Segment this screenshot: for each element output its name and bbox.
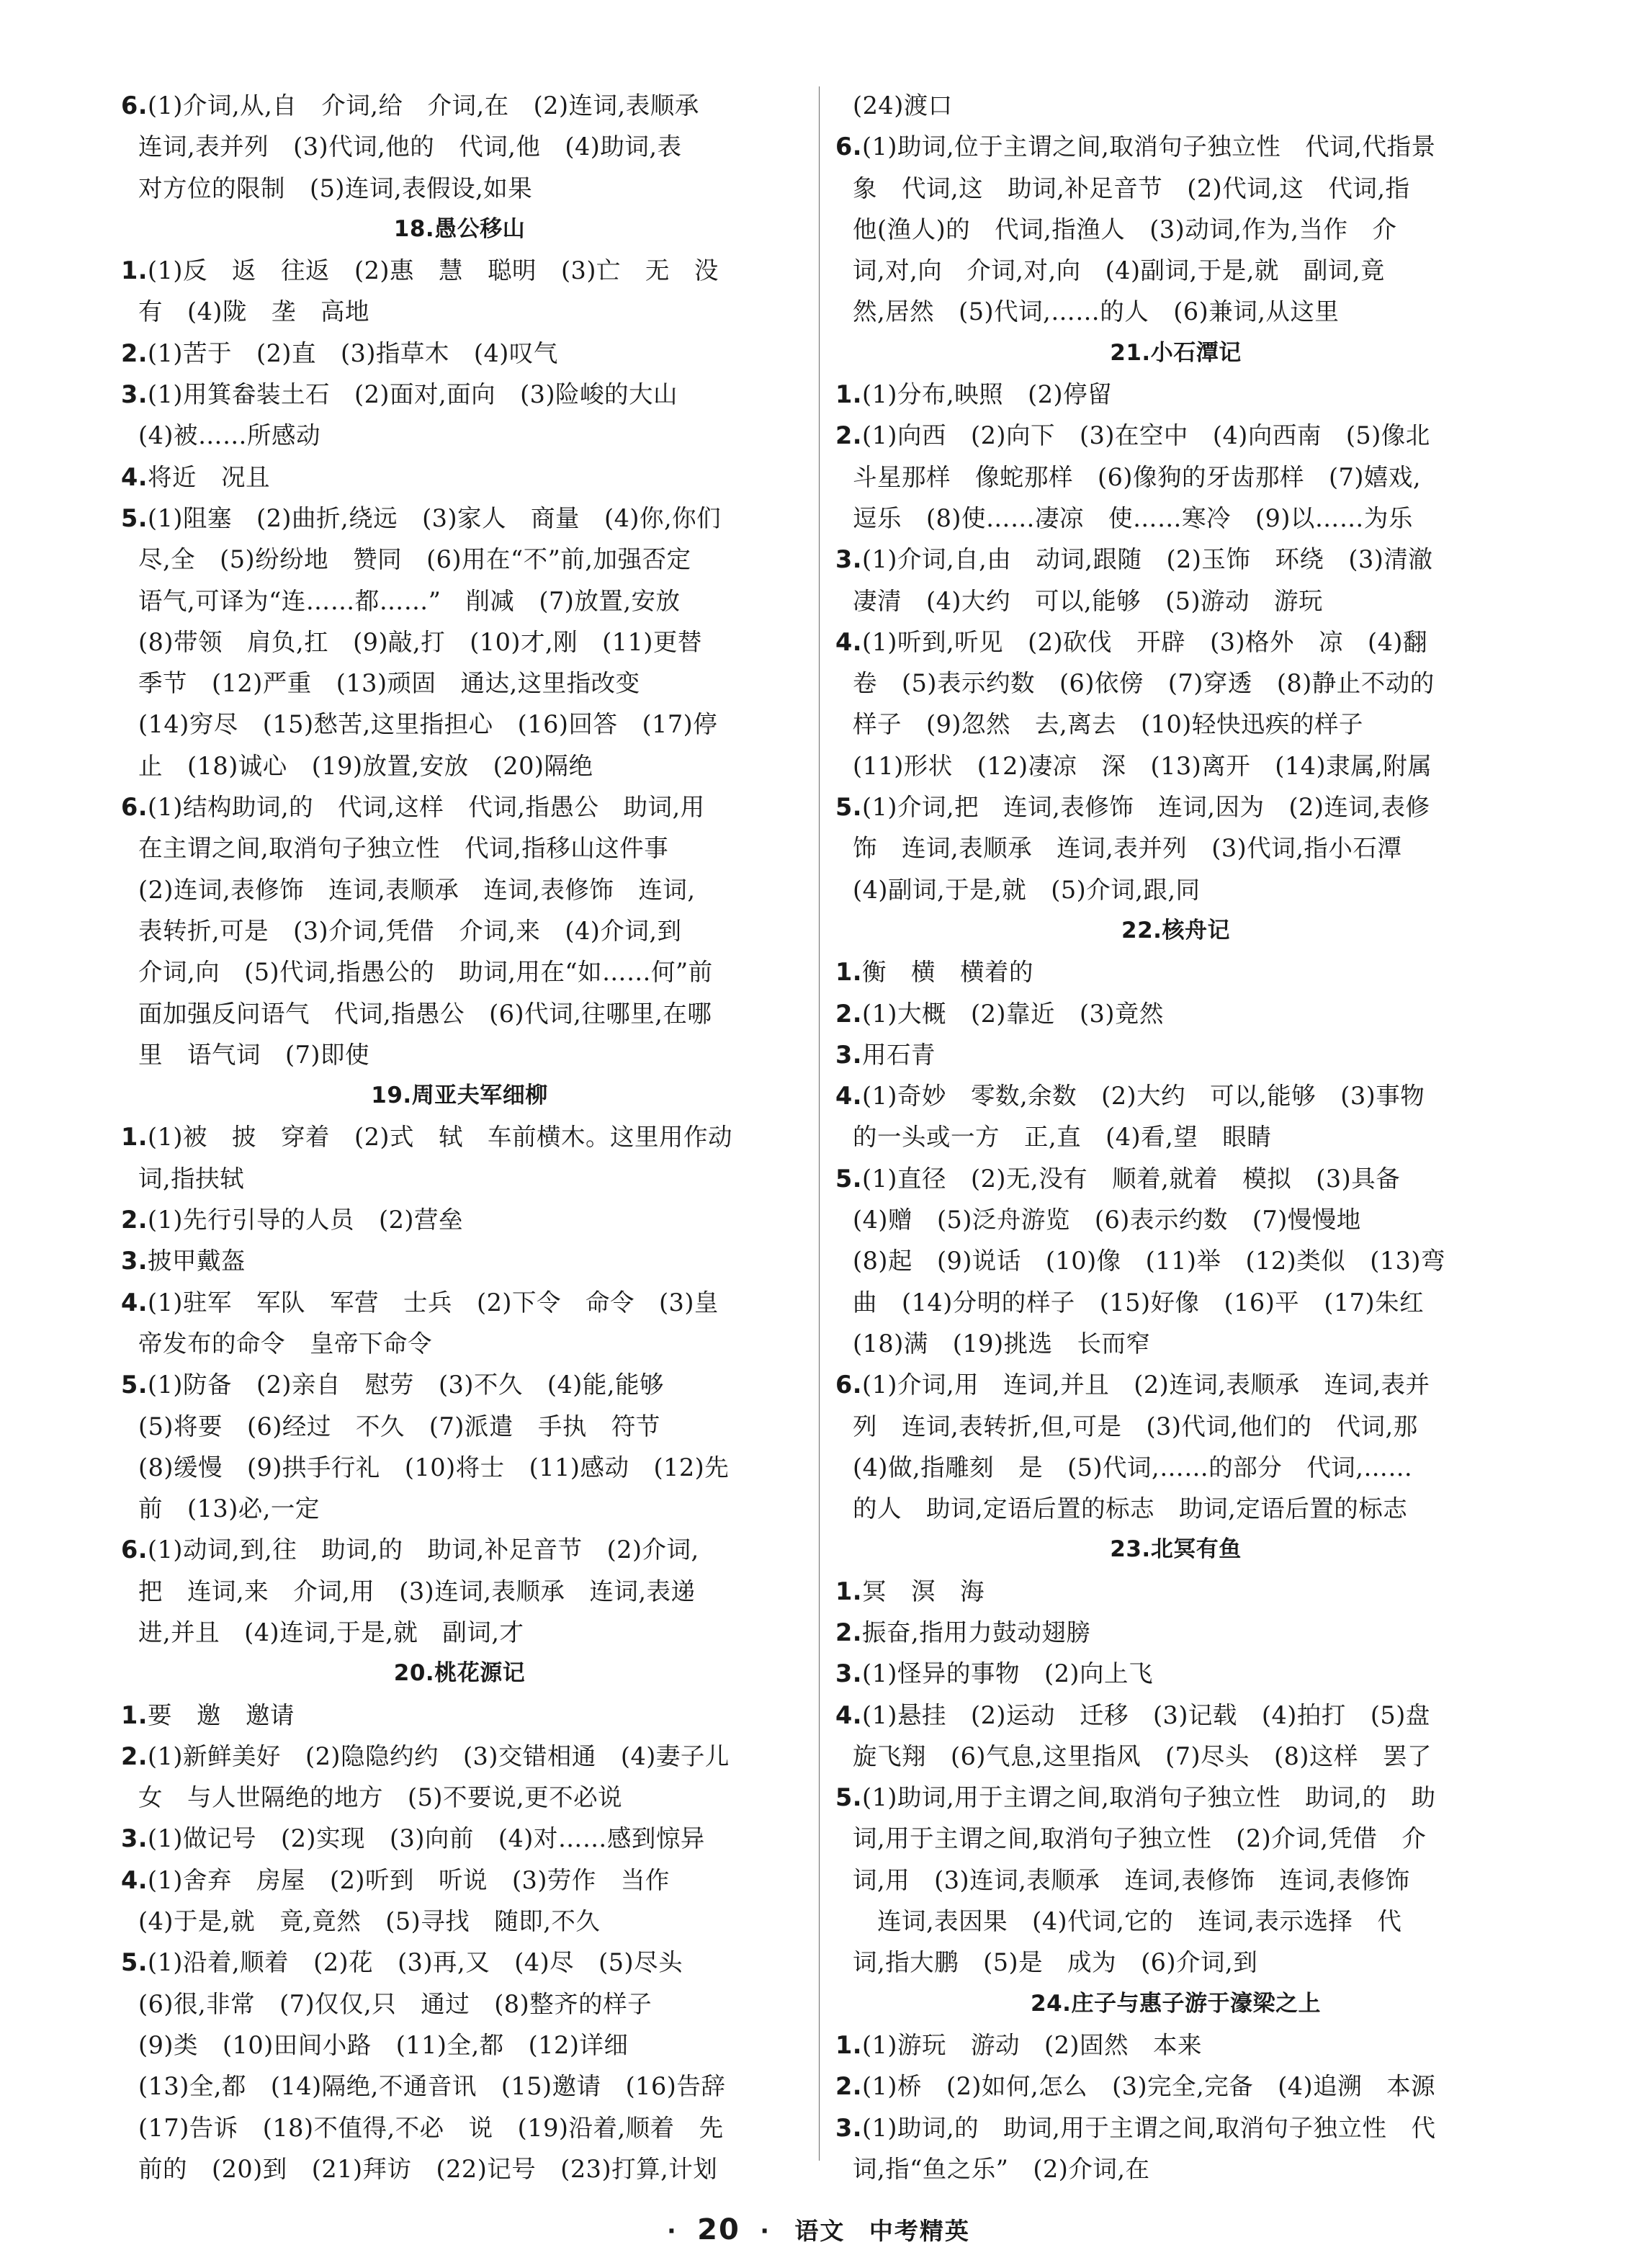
answer-continuation: 词,对,向 介词,对,向 (4)副词,于是,就 副词,竟 (853, 256, 1385, 285)
answer-text: (1)介词,自,由 动词,跟随 (2)玉饰 环绕 (3)清澈 (862, 545, 1433, 574)
item-number: 3. (835, 2113, 863, 2142)
answer-continuation: 逗乐 (8)使……凄凉 使……寒冷 (9)以……为乐 (853, 503, 1413, 532)
answer-continuation: 止 (18)诚心 (19)放置,安放 (20)隔绝 (138, 751, 593, 780)
item-number: 5. (835, 1164, 863, 1193)
answer-text: (1)新鲜美好 (2)隐隐约约 (3)交错相通 (4)妻子儿 (148, 1742, 730, 1770)
answer-continuation: (8)带领 肩负,扛 (9)敲,打 (10)才,刚 (11)更替 (138, 627, 702, 656)
answer-line (835, 1653, 1516, 1694)
item-number: 4. (835, 1082, 863, 1111)
answer-continuation: 他(渔人)的 代词,指渔人 (3)动词,作为,当作 介 (853, 215, 1397, 243)
footer-series: 中考精英 (869, 2217, 970, 2245)
section-title: 22.核舟记 (1121, 917, 1230, 943)
answer-text: (1)用箕畚装土石 (2)面对,面向 (3)险峻的大山 (148, 380, 678, 409)
answer-line (835, 1777, 1516, 1818)
item-number: 3. (835, 1659, 863, 1688)
answer-continuation: 词,用于主谓之间,取消句子独立性 (2)介词,凭借 介 (853, 1824, 1427, 1853)
answer-text: (1)悬挂 (2)运动 迁移 (3)记载 (4)拍打 (5)盘 (862, 1700, 1430, 1729)
answer-line (835, 993, 1516, 1034)
answer-text: (1)沿着,顺着 (2)花 (3)再,又 (4)尽 (5)尽头 (148, 1948, 683, 1977)
answer-text: (1)直径 (2)无,没有 顺着,就着 模拟 (3)具备 (862, 1164, 1401, 1193)
answer-line (835, 415, 1516, 456)
answer-line (835, 1158, 1516, 1199)
answer-line (121, 498, 798, 539)
answer-continuation: 连词,表因果 (4)代词,它的 连词,表示选择 代 (853, 1907, 1402, 1936)
answer-text: (1)苦于 (2)直 (3)指草木 (4)叹气 (148, 339, 558, 367)
answer-continuation: (4)做,指雕刻 是 (5)代词,……的部分 代词,…… (853, 1453, 1413, 1482)
answer-continuation: (5)将要 (6)经过 不久 (7)派遣 手执 符节 (138, 1412, 660, 1440)
answer-continuation: (13)全,都 (14)隔绝,不通音讯 (15)邀请 (16)告辞 (138, 2072, 726, 2101)
answer-line (835, 1364, 1516, 1405)
footer-dot-left: · (667, 2217, 678, 2245)
answer-line (121, 1942, 798, 1983)
answer-continuation: (14)穷尽 (15)愁苦,这里指担心 (16)回答 (17)停 (138, 710, 718, 739)
answer-line (121, 1736, 798, 1777)
answer-text: (1)防备 (2)亲自 慰劳 (3)不久 (4)能,能够 (148, 1371, 665, 1399)
answer-continuation: 样子 (9)忽然 去,离去 (10)轻快迅疾的样子 (853, 710, 1363, 739)
item-number: 1. (121, 1700, 148, 1729)
answer-continuation: 季节 (12)严重 (13)顽固 通达,这里指改变 (138, 669, 640, 698)
answer-line (121, 1529, 798, 1570)
answer-text: (1)大概 (2)靠近 (3)竟然 (862, 999, 1164, 1028)
left-column (121, 85, 798, 2189)
answer-line (121, 1695, 798, 1736)
answer-continuation: 里 语气词 (7)即使 (138, 1040, 369, 1069)
answer-text: (1)助词,的 助词,用于主谓之间,取消句子独立性 代 (862, 2113, 1436, 2142)
answer-line (835, 951, 1516, 992)
item-number: 1. (835, 2030, 863, 2059)
item-number: 2. (121, 339, 148, 367)
answer-continuation: 有 (4)陇 垄 高地 (138, 297, 369, 326)
item-number: 2. (121, 1742, 148, 1770)
answer-line (121, 1199, 798, 1240)
answer-continuation: (6)很,非常 (7)仅仅,只 通过 (8)整齐的样子 (138, 1989, 652, 2018)
item-number: 1. (835, 958, 863, 987)
answer-continuation: 词,用 (3)连词,表顺承 连词,表修饰 连词,表修饰 (853, 1865, 1410, 1894)
answer-text: (1)驻军 军队 军营 士兵 (2)下令 命令 (3)皇 (148, 1288, 719, 1317)
answer-line (835, 786, 1516, 828)
answer-text: (1)做记号 (2)实现 (3)向前 (4)对……感到惊异 (148, 1824, 705, 1853)
answer-continuation: 把 连词,来 介词,用 (3)连词,表顺承 连词,表递 (138, 1577, 696, 1605)
answer-continuation: 前的 (20)到 (21)拜访 (22)记号 (23)打算,计划 (138, 2154, 718, 2183)
item-number: 6. (835, 133, 863, 161)
answer-continuation: (17)告诉 (18)不值得,不必 说 (19)沿着,顺着 先 (138, 2113, 724, 2142)
section-title: 19.周亚夫军细柳 (371, 1083, 548, 1109)
answer-continuation: (4)副词,于是,就 (5)介词,跟,同 (853, 875, 1201, 904)
item-number: 5. (835, 1783, 863, 1812)
answer-text: (1)结构助词,的 代词,这样 代词,指愚公 助词,用 (148, 793, 705, 822)
footer-dot-right: · (760, 2217, 771, 2245)
answer-continuation: 词,指大鹏 (5)是 成为 (6)介词,到 (853, 1948, 1258, 1977)
answer-continuation: (24)渡口 (853, 91, 953, 120)
answer-line (835, 1695, 1516, 1736)
answer-continuation: 介词,向 (5)代词,指愚公的 助词,用在“如……何”前 (138, 958, 713, 987)
answer-text: (1)助词,用于主谓之间,取消句子独立性 助词,的 助 (862, 1783, 1436, 1812)
section-title: 24.庄子与惠子游于濠梁之上 (1031, 1990, 1321, 2017)
answer-line (835, 539, 1516, 580)
answer-continuation: 词,指扶轼 (138, 1164, 245, 1193)
answer-text: (1)分布,映照 (2)停留 (862, 380, 1113, 409)
answer-text: (1)听到,听见 (2)砍伐 开辟 (3)格外 凉 (4)翻 (862, 627, 1428, 656)
answer-line (121, 1364, 798, 1405)
answer-text: (1)被 披 穿着 (2)式 轼 车前横木。这里用作动 (148, 1123, 732, 1152)
page-number: 20 (697, 2213, 740, 2246)
answer-text: (1)奇妙 零数,余数 (2)大约 可以,能够 (3)事物 (862, 1082, 1425, 1111)
item-number: 1. (835, 380, 863, 409)
answer-text: (1)助词,位于主谓之间,取消句子独立性 代词,代指景 (862, 133, 1436, 161)
item-number: 4. (835, 1700, 863, 1729)
answer-line (121, 1240, 798, 1281)
answer-continuation: (8)起 (9)说话 (10)像 (11)举 (12)类似 (13)弯 (853, 1247, 1445, 1276)
item-number: 5. (121, 503, 148, 532)
answer-continuation: (4)赠 (5)泛舟游览 (6)表示约数 (7)慢慢地 (853, 1206, 1361, 1234)
answer-text: (1)怪异的事物 (2)向上飞 (862, 1659, 1153, 1688)
answer-continuation: 曲 (14)分明的样子 (15)好像 (16)平 (17)朱红 (853, 1288, 1425, 1317)
answer-line (121, 1116, 798, 1157)
answer-continuation: (18)满 (19)挑选 长而窄 (853, 1329, 1151, 1358)
answer-continuation: 的人 助词,定语后置的标志 助词,定语后置的标志 (853, 1494, 1408, 1523)
item-number: 4. (121, 1865, 148, 1894)
answer-continuation: (11)形状 (12)凄凉 深 (13)离开 (14)隶属,附属 (853, 751, 1432, 780)
answer-continuation: (9)类 (10)田间小路 (11)全,都 (12)详细 (138, 2030, 629, 2059)
answer-text: 将近 况且 (148, 462, 271, 491)
answer-line (835, 2025, 1516, 2066)
answer-continuation: 对方位的限制 (5)连词,表假设,如果 (138, 174, 533, 202)
item-number: 1. (121, 256, 148, 285)
answer-continuation: 凄清 (4)大约 可以,能够 (5)游动 游玩 (853, 586, 1324, 615)
answer-line (835, 622, 1516, 663)
answer-line (835, 1075, 1516, 1116)
answer-continuation: 尽,全 (5)纷纷地 赞同 (6)用在“不”前,加强否定 (138, 545, 691, 574)
item-number: 3. (121, 1824, 148, 1853)
item-number: 2. (835, 2072, 863, 2101)
item-number: 6. (121, 1536, 148, 1564)
section-title: 20.桃花源记 (393, 1660, 526, 1687)
answer-line (835, 2107, 1516, 2148)
answer-continuation: 前 (13)必,一定 (138, 1494, 320, 1523)
answer-continuation: (8)缓慢 (9)拱手行礼 (10)将士 (11)感动 (12)先 (138, 1453, 730, 1482)
answer-continuation: 女 与人世隔绝的地方 (5)不要说,更不必说 (138, 1783, 623, 1812)
answer-continuation: (2)连词,表修饰 连词,表顺承 连词,表修饰 连词, (138, 875, 696, 904)
answer-line (121, 1282, 798, 1323)
answer-continuation: 然,居然 (5)代词,……的人 (6)兼词,从这里 (853, 297, 1340, 326)
item-number: 5. (121, 1371, 148, 1399)
answer-text: 披甲戴盔 (148, 1247, 246, 1276)
answer-continuation: 卷 (5)表示约数 (6)依傍 (7)穿透 (8)静止不动的 (853, 669, 1435, 698)
item-number: 6. (121, 91, 148, 120)
answer-text: (1)介词,把 连词,表修饰 连词,因为 (2)连词,表修 (862, 793, 1430, 822)
answer-continuation: 旋飞翔 (6)气息,这里指风 (7)尽头 (8)这样 罢了 (853, 1742, 1432, 1770)
answer-continuation: 在主谓之间,取消句子独立性 代词,指移山这件事 (138, 834, 669, 863)
answer-text: 冥 溟 海 (862, 1577, 985, 1605)
answer-line (121, 1860, 798, 1901)
item-number: 3. (121, 380, 148, 409)
item-number: 1. (121, 1123, 148, 1152)
answer-line (835, 374, 1516, 415)
answer-continuation: 面加强反问语气 代词,指愚公 (6)代词,往哪里,在哪 (138, 999, 712, 1028)
answer-text: 衡 横 横着的 (862, 958, 1034, 987)
answer-text: (1)反 返 往返 (2)惠 慧 聪明 (3)亡 无 没 (148, 256, 719, 285)
item-number: 5. (121, 1948, 148, 1977)
answer-text: (1)桥 (2)如何,怎么 (3)完全,完备 (4)追溯 本源 (862, 2072, 1436, 2101)
item-number: 2. (121, 1206, 148, 1234)
answer-continuation: (4)被……所感动 (138, 421, 320, 450)
answer-continuation: 帝发布的命令 皇帝下命令 (138, 1329, 432, 1358)
section-title: 21.小石潭记 (1110, 339, 1242, 366)
answer-continuation: 象 代词,这 助词,补足音节 (2)代词,这 代词,指 (853, 174, 1410, 202)
answer-text: 振奋,指用力鼓动翅膀 (862, 1618, 1091, 1646)
answer-line (121, 457, 798, 498)
answer-line (835, 126, 1516, 167)
item-number: 4. (835, 627, 863, 656)
item-number: 5. (835, 793, 863, 822)
answer-line (835, 1571, 1516, 1612)
page-footer (0, 2213, 1637, 2246)
item-number: 3. (835, 1040, 863, 1069)
item-number: 1. (835, 1577, 863, 1605)
answer-continuation: 饰 连词,表顺承 连词,表并列 (3)代词,指小石潭 (853, 834, 1402, 863)
answer-text: (1)游玩 游动 (2)固然 本来 (862, 2030, 1202, 2059)
answer-text: (1)向西 (2)向下 (3)在空中 (4)向西南 (5)像北 (862, 421, 1430, 450)
answer-line (121, 85, 798, 126)
item-number: 6. (835, 1371, 863, 1399)
item-number: 2. (835, 421, 863, 450)
item-number: 2. (835, 1618, 863, 1646)
answer-line (121, 786, 798, 828)
section-title: 18.愚公移山 (393, 215, 526, 242)
item-number: 4. (121, 462, 148, 491)
answer-line (835, 1034, 1516, 1075)
answer-text: 用石青 (862, 1040, 936, 1069)
column-divider (819, 86, 820, 2161)
answer-continuation: 进,并且 (4)连词,于是,就 副词,才 (138, 1618, 524, 1646)
answer-continuation: 表转折,可是 (3)介词,凭借 介词,来 (4)介词,到 (138, 916, 682, 945)
answer-text: (1)介词,从,自 介词,给 介词,在 (2)连词,表顺承 (148, 91, 699, 120)
item-number: 2. (835, 999, 863, 1028)
answer-continuation: 语气,可译为“连……都……” 削减 (7)放置,安放 (138, 586, 681, 615)
item-number: 4. (121, 1288, 148, 1317)
answer-text: (1)介词,用 连词,并且 (2)连词,表顺承 连词,表并 (862, 1371, 1430, 1399)
answer-line (121, 374, 798, 415)
answer-continuation: (4)于是,就 竟,竟然 (5)寻找 随即,不久 (138, 1907, 601, 1936)
item-number: 3. (835, 545, 863, 574)
answer-line (835, 1612, 1516, 1653)
answer-line (121, 333, 798, 374)
item-number: 3. (121, 1247, 148, 1276)
answer-continuation: 连词,表并列 (3)代词,他的 代词,他 (4)助词,表 (138, 133, 682, 161)
answer-text: (1)舍弃 房屋 (2)听到 听说 (3)劳作 当作 (148, 1865, 670, 1894)
footer-subject: 语文 (794, 2217, 846, 2245)
section-title: 23.北冥有鱼 (1110, 1536, 1242, 1563)
answer-continuation: 的一头或一方 正,直 (4)看,望 眼睛 (853, 1123, 1272, 1152)
answer-line (121, 1818, 798, 1859)
answer-continuation: 斗星那样 像蛇那样 (6)像狗的牙齿那样 (7)嬉戏, (853, 462, 1422, 491)
answer-text: (1)阻塞 (2)曲折,绕远 (3)家人 商量 (4)你,你们 (148, 503, 722, 532)
right-column (835, 85, 1516, 2189)
answer-text: (1)动词,到,往 助词,的 助词,补足音节 (2)介词, (148, 1536, 699, 1564)
answer-text: 要 邀 邀请 (148, 1700, 295, 1729)
answer-text: (1)先行引导的人员 (2)营垒 (148, 1206, 463, 1234)
answer-line (835, 2066, 1516, 2107)
item-number: 6. (121, 793, 148, 822)
answer-continuation: 词,指“鱼之乐” (2)介词,在 (853, 2154, 1150, 2183)
answer-continuation: 列 连词,表转折,但,可是 (3)代词,他们的 代词,那 (853, 1412, 1418, 1440)
answer-line (121, 250, 798, 291)
